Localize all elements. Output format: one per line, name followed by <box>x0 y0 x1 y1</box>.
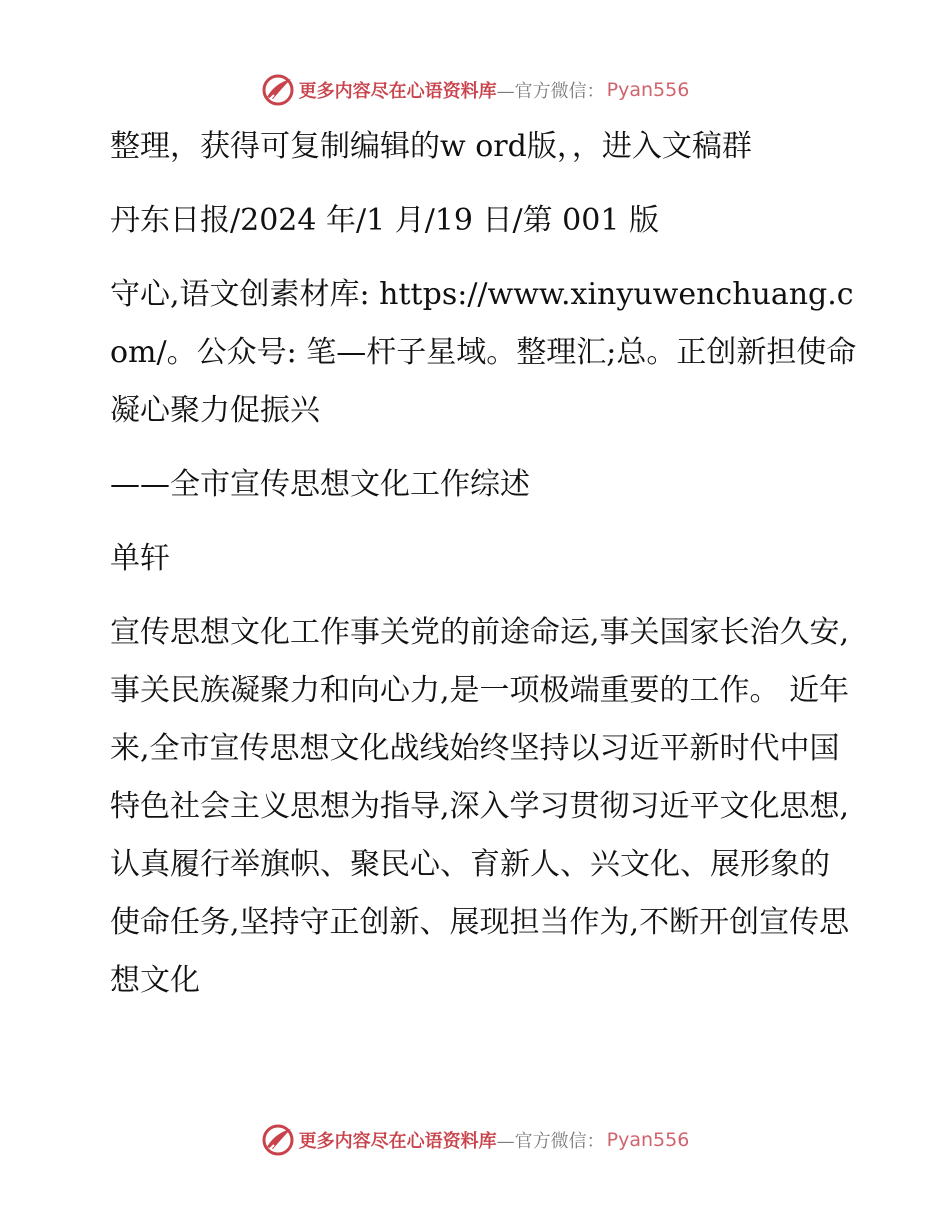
banner-sub-text: —官方微信： <box>496 1131 605 1152</box>
pen-logo-icon <box>261 1123 295 1157</box>
article-subtitle: ——全市宣传思想文化工作综述 <box>110 467 530 502</box>
banner-main-text: 更多内容尽在心语资料库 <box>298 81 497 102</box>
banner-wechat-id: Pyan556 <box>606 79 690 101</box>
info-paragraph: 守心,语文创素材库: https://www.xinyuwenchuang.com/。公众号: 笔—杆子星域。整理汇;总。正创新担使命 凝心聚力促振兴 <box>110 277 887 428</box>
body-paragraph: 宣传思想文化工作事关党的前途命运,事关国家长治久安,事关民族凝聚力和向心力,是一项极端重要的工作。 近年来,全市宣传思想文化战线始终坚持以习近平新时代中国特色社会主义思想为指导,深入学习贯彻习近平文化思想,认真履行举旗帜、聚民心、育新人、兴文化、展形象的使命任务,坚持守正创新、展现担当作为,不断开创宣传思想文化 <box>110 615 850 998</box>
source-line: 丹东日报/2024 年/1 月/19 日/第 001 版 <box>110 203 659 238</box>
pen-logo-icon <box>261 73 295 107</box>
banner-main-text: 更多内容尽在心语资料库 <box>298 1131 497 1152</box>
header-banner <box>0 70 950 110</box>
footer-banner <box>0 1120 950 1160</box>
intro-line: 整理，获得可复制编辑的w ord版，，进入文稿群 <box>110 129 752 164</box>
document-body <box>98 118 887 1010</box>
banner-sub-text: —官方微信： <box>496 81 605 102</box>
author-name: 单轩 <box>110 541 170 576</box>
banner-wechat-id: Pyan556 <box>606 1129 690 1151</box>
